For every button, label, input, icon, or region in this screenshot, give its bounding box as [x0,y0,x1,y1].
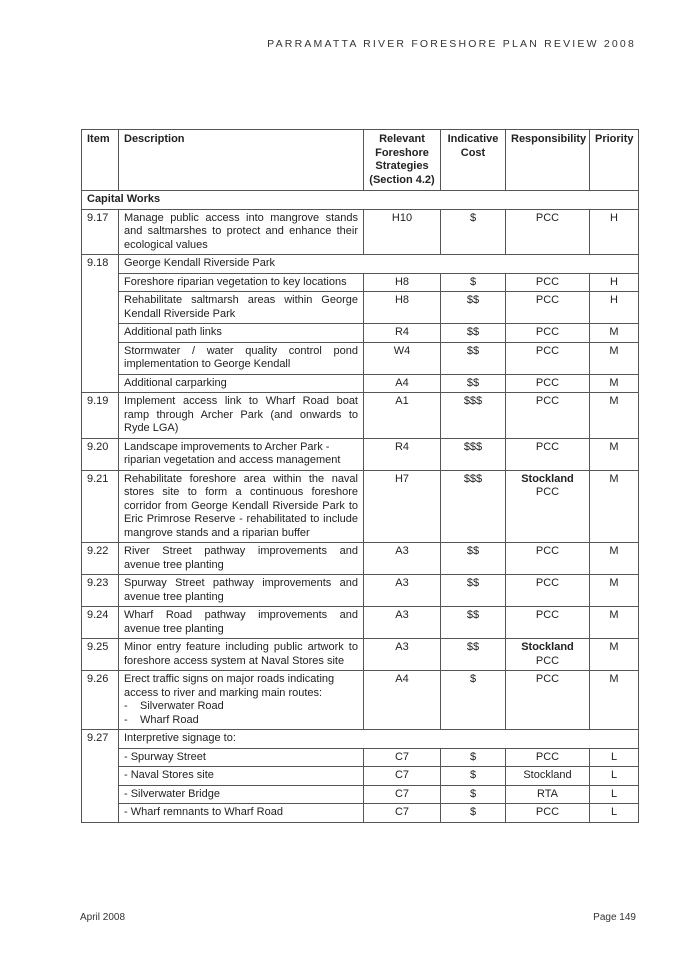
item-cost: $$ [441,342,506,374]
item-priority: M [590,324,639,343]
item-cost: $$ [441,374,506,393]
responsibility-secondary: PCC [535,654,560,667]
route-list-item [124,700,358,714]
table-row [82,324,639,343]
item-responsibility: PCC [506,543,590,575]
item-description: Interpretive signage to: [119,730,639,749]
item-priority: M [590,575,639,607]
item-number: 9.21 [82,470,119,543]
item-description: Foreshore riparian vegetation to key locations [119,273,364,292]
document-header-title: PARRAMATTA RIVER FORESHORE PLAN REVIEW 2008 [267,38,636,50]
footer-date: April 2008 [80,912,126,923]
item-priority: L [590,767,639,786]
item-cost: $ [441,273,506,292]
table-row [82,470,639,543]
item-number: 9.22 [82,543,119,575]
table-row [82,575,639,607]
item-strategy: A4 [364,671,441,730]
item-number: 9.24 [82,607,119,639]
item-priority: M [590,342,639,374]
item-priority: L [590,785,639,804]
table-row [82,748,639,767]
table-row [82,730,639,749]
item-responsibility: PCC [506,292,590,324]
item-cost: $ [441,209,506,255]
item-strategy: W4 [364,342,441,374]
item-number: 9.17 [82,209,119,255]
item-cost: $$ [441,607,506,639]
item-cost: $ [441,785,506,804]
item-responsibility: PCC [506,438,590,470]
table-row [82,374,639,393]
description-text: Erect traffic signs on major roads indicating access to river and marking main routes: [124,673,335,699]
item-priority: H [590,209,639,255]
item-number: 9.27 [82,730,119,823]
item-cost: $$ [441,639,506,671]
section-row [82,191,639,210]
responsibility-primary: Stockland [521,472,574,485]
capital-works-table [81,129,639,823]
item-cost: $$ [441,543,506,575]
responsibility-primary: Stockland [521,641,574,653]
item-description: - Naval Stores site [119,767,364,786]
table-row [82,438,639,470]
item-strategy: C7 [364,804,441,823]
column-header-priority: Priority [590,130,639,191]
item-cost: $ [441,748,506,767]
item-strategy: H10 [364,209,441,255]
item-strategy: A1 [364,393,441,439]
item-description: Stormwater / water quality control pond implementation to George Kendall [119,342,364,374]
item-description: River Street pathway improvements and avenue tree planting [119,543,364,575]
item-strategy: A3 [364,607,441,639]
item-responsibility: PCC [506,748,590,767]
item-responsibility: RTA [506,785,590,804]
item-description: Minor entry feature including public artwork to foreshore access system at Naval Stores site [119,639,364,671]
table-row [82,209,639,255]
table-row [82,393,639,439]
table-row [82,543,639,575]
item-number: 9.26 [82,671,119,730]
item-strategy: R4 [364,324,441,343]
item-cost: $$$ [441,470,506,543]
table-row [82,607,639,639]
table-row [82,342,639,374]
item-responsibility: PCC [506,324,590,343]
item-responsibility: PCC [506,273,590,292]
item-strategy: A3 [364,639,441,671]
item-priority: L [590,804,639,823]
item-strategy: C7 [364,748,441,767]
table-row [82,785,639,804]
item-cost: $ [441,804,506,823]
item-number: 9.18 [82,255,119,393]
item-priority: M [590,374,639,393]
item-responsibility: PCC [506,671,590,730]
table-row [82,255,639,274]
item-number: 9.23 [82,575,119,607]
table-row [82,671,639,730]
table-header-row [82,130,639,191]
item-priority: H [590,292,639,324]
item-strategy: A3 [364,575,441,607]
item-cost: $$ [441,324,506,343]
responsibility-secondary: PCC [535,486,560,498]
column-header-strategies: Relevant Foreshore Strategies (Section 4.2) [364,130,441,191]
item-responsibility: PCC [506,209,590,255]
item-cost: $$$ [441,393,506,439]
item-cost: $ [441,671,506,730]
item-number: 9.20 [82,438,119,470]
table-row [82,292,639,324]
item-priority: M [590,607,639,639]
item-description: Manage public access into mangrove stands and saltmarshes to protect and enhance their ecological values [119,209,364,255]
item-description: George Kendall Riverside Park [119,255,639,274]
item-responsibility: PCC [506,607,590,639]
table-row [82,639,639,671]
item-priority: H [590,273,639,292]
item-cost: $$ [441,292,506,324]
item-priority: M [590,438,639,470]
section-label: Capital Works [82,191,639,210]
item-strategy: A3 [364,543,441,575]
item-strategy: C7 [364,785,441,804]
item-description: Spurway Street pathway improvements and avenue tree planting [119,575,364,607]
item-priority: M [590,671,639,730]
item-priority: M [590,393,639,439]
route-list-item [124,714,358,728]
column-header-item: Item [82,130,119,191]
item-number: 9.25 [82,639,119,671]
item-description: - Spurway Street [119,748,364,767]
item-description: Wharf Road pathway improvements and avenue tree planting [119,607,364,639]
item-description: Landscape improvements to Archer Park - riparian vegetation and access management [119,438,364,470]
item-responsibility: PCC [506,342,590,374]
route-name: Silverwater Road [140,700,224,712]
item-strategy: H8 [364,292,441,324]
item-strategy: A4 [364,374,441,393]
item-strategy: H7 [364,470,441,543]
item-number: 9.19 [82,393,119,439]
footer-page-number: Page 149 [593,912,636,923]
item-cost: $ [441,767,506,786]
item-strategy: C7 [364,767,441,786]
item-description: Implement access link to Wharf Road boat ramp through Archer Park (and onwards to Ryde LGA) [119,393,364,439]
item-priority: L [590,748,639,767]
item-priority: M [590,639,639,671]
item-responsibility [506,639,590,671]
item-responsibility: PCC [506,374,590,393]
item-description [119,671,364,730]
table-row [82,804,639,823]
table-row [82,767,639,786]
column-header-cost: Indicative Cost [441,130,506,191]
item-responsibility: PCC [506,393,590,439]
item-strategy: H8 [364,273,441,292]
item-description: Rehabilitate saltmarsh areas within George Kendall Riverside Park [119,292,364,324]
list-dash: - [124,713,128,726]
item-cost: $$$ [441,438,506,470]
table-row [82,273,639,292]
item-description: - Wharf remnants to Wharf Road [119,804,364,823]
column-header-responsibility: Responsibility [506,130,590,191]
item-priority: M [590,543,639,575]
item-priority: M [590,470,639,543]
item-description: - Silverwater Bridge [119,785,364,804]
item-description: Additional path links [119,324,364,343]
item-responsibility: PCC [506,575,590,607]
route-name: Wharf Road [140,713,199,726]
item-cost: $$ [441,575,506,607]
item-responsibility: PCC [506,804,590,823]
list-dash: - [124,700,128,712]
item-responsibility: Stockland [506,767,590,786]
item-description: Rehabilitate foreshore area within the naval stores site to form a continuous foreshore corridor from George Kendall Riverside Park to Eric Primrose Reserve - rehabilitated to include mangrove stands and a riparian buffer [119,470,364,543]
item-responsibility [506,470,590,543]
item-strategy: R4 [364,438,441,470]
item-description: Additional carparking [119,374,364,393]
column-header-description: Description [119,130,364,191]
